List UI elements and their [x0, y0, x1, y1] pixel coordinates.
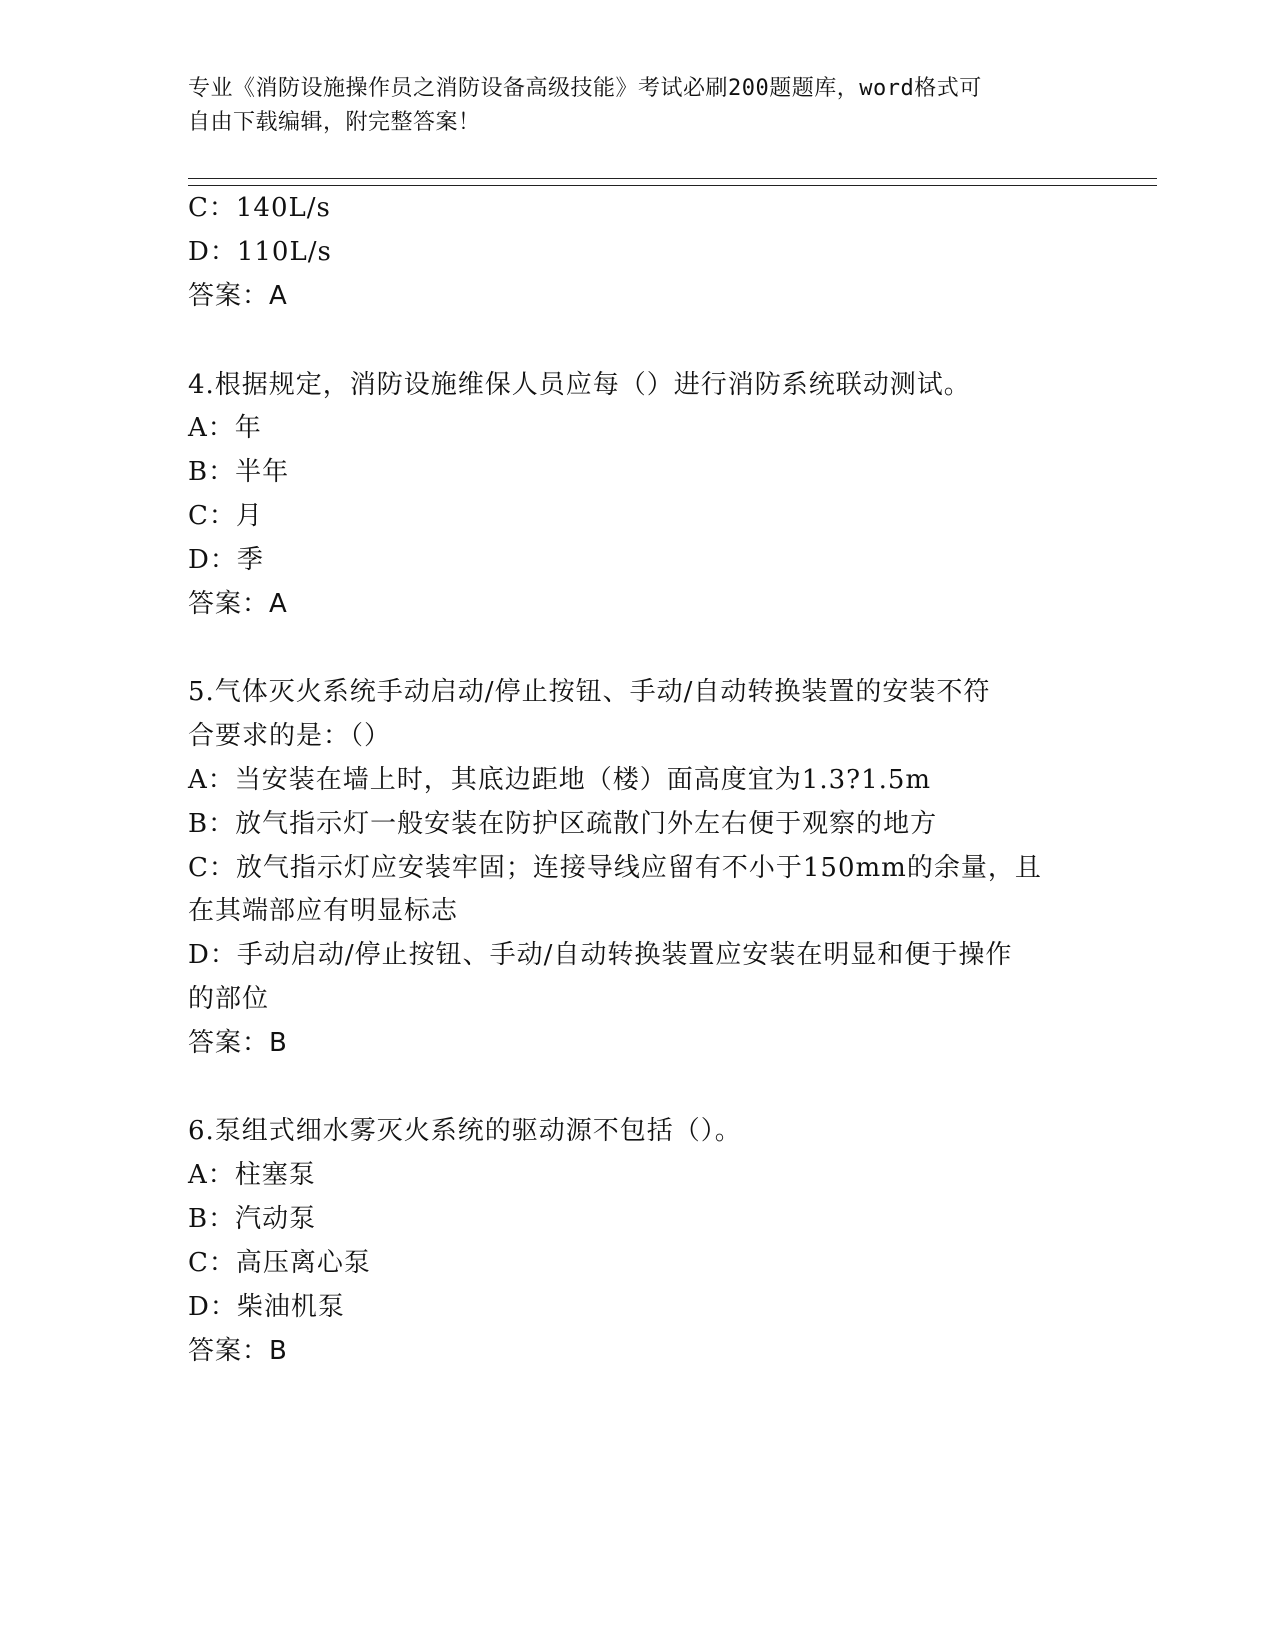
q5-stem-line-2: 合要求的是：（）: [188, 721, 392, 751]
q5-option-b: B：放气指示灯一般安装在防护区疏散门外左右便于观察的地方: [188, 809, 938, 839]
header-title-line-2: 自由下载编辑，附完整答案！: [188, 110, 481, 135]
q5-option-c-line-2: 在其端部应有明显标志: [188, 896, 459, 926]
q4-stem: 4.根据规定，消防设施维保人员应每（）进行消防系统联动测试。: [188, 370, 971, 400]
q3-answer: 答案：A: [188, 281, 288, 311]
q6-answer: 答案：B: [188, 1336, 288, 1366]
page-header: [188, 72, 1088, 140]
header-divider: [188, 178, 1157, 186]
q5-answer: 答案：B: [188, 1028, 288, 1058]
q4-option-b: B：半年: [188, 457, 290, 487]
q5-option-d-line-2: 的部位: [188, 984, 270, 1014]
q5-option-d-line-1: D：手动启动/停止按钮、手动/自动转换装置应安装在明显和便于操作: [188, 940, 1013, 970]
q6-stem: 6.泵组式细水雾灭火系统的驱动源不包括（）。: [188, 1116, 742, 1146]
q5-option-c-line-1: C：放气指示灯应安装牢固；连接导线应留有不小于150mm的余量，且: [188, 853, 1042, 883]
q4-option-a: A：年: [188, 413, 262, 443]
q4-option-d: D：季: [188, 545, 264, 575]
header-title-line-1: 专业《消防设施操作员之消防设备高级技能》考试必刷200题题库，word格式可: [188, 76, 982, 101]
q4-answer: 答案：A: [188, 589, 288, 619]
q5-option-a: A：当安装在墙上时，其底边距地（楼）面高度宜为1.3?1.5m: [188, 765, 932, 795]
q4-option-c: C：月: [188, 501, 263, 531]
q6-option-d: D：柴油机泵: [188, 1292, 345, 1322]
q6-option-b: B：汽动泵: [188, 1204, 317, 1234]
q3-option-d: D：110L/s: [188, 237, 332, 267]
q6-option-a: A：柱塞泵: [188, 1160, 316, 1190]
q6-option-c: C：高压离心泵: [188, 1248, 371, 1278]
q5-stem-line-1: 5.气体灭火系统手动启动/停止按钮、手动/自动转换装置的安装不符: [188, 677, 991, 707]
q3-option-c: C：140L/s: [188, 193, 331, 223]
